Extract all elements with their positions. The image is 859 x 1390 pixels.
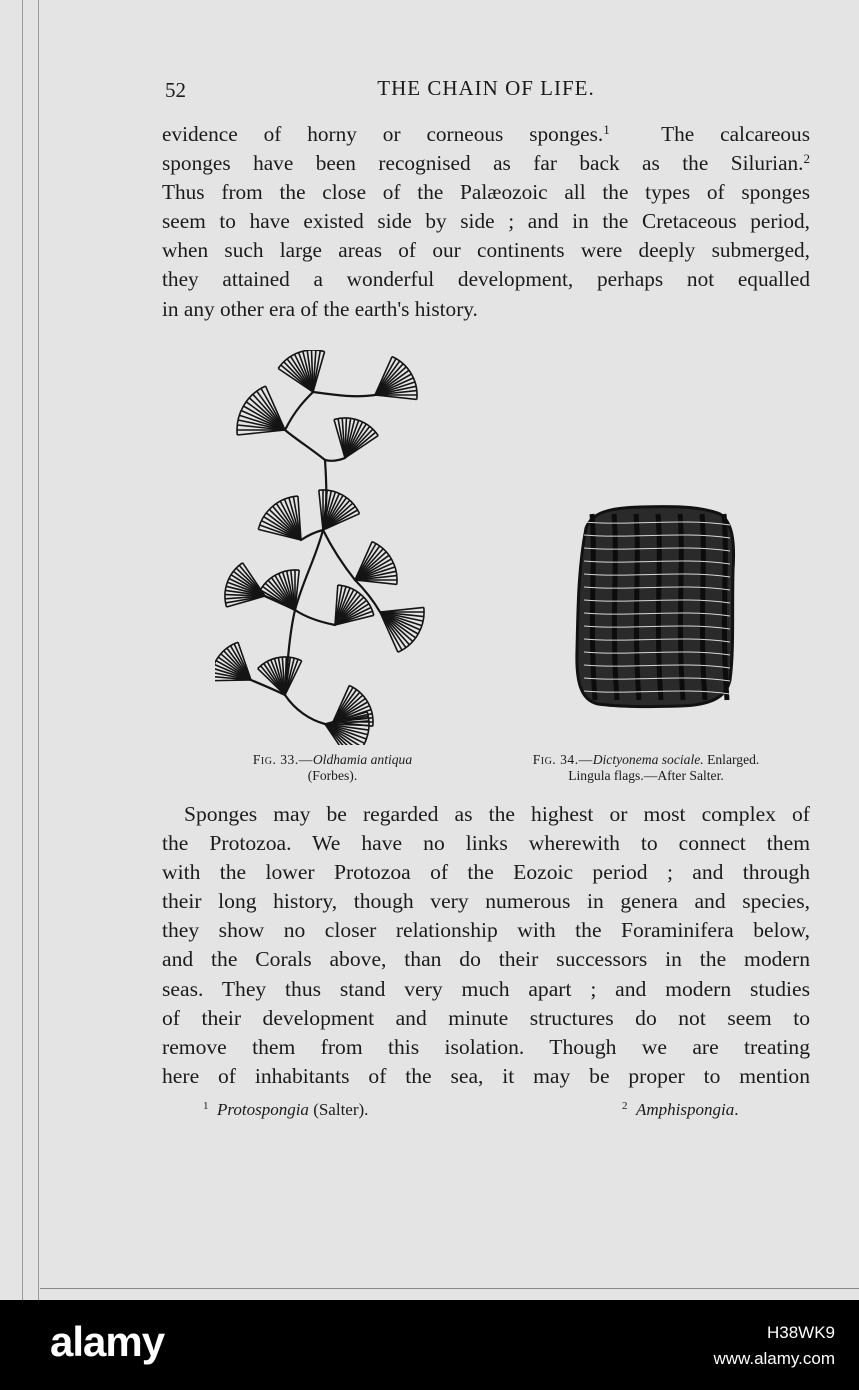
text-line: they show no closer relationship with the Foraminifera below, (162, 918, 810, 943)
text-line: seem to have existed side by side ; and in the Cretaceous period, (162, 209, 810, 234)
text-line: evidence of horny or corneous sponges.$^1$ The calcareous (162, 122, 810, 146)
text-line: their long history, though very numerous in genera and species, (162, 889, 810, 914)
oldhamia-illustration (215, 350, 445, 745)
watermark-logo: alamy (50, 1318, 165, 1365)
text-line: they attained a wonderful development, perhaps not equalled (162, 267, 810, 292)
text-line: seas. They thus stand very much apart ; and modern studies (162, 976, 810, 1001)
image-id: H38WK9 (766, 1323, 835, 1342)
page-edge-line (38, 0, 39, 1300)
watermark-site: www.alamy.com (713, 1349, 835, 1368)
text-line: when such large areas of our continents were deeply submerged, (162, 238, 810, 263)
page-bottom-edge (40, 1288, 859, 1289)
figure-33-caption: Fig. 33.—Oldhamia antiqua (Forbes). (252, 752, 413, 783)
text-line: in any other era of the earth's history. (162, 296, 478, 321)
paragraph-1 (162, 120, 810, 324)
running-title: THE CHAIN OF LIFE. (377, 76, 595, 100)
page-number: 52 (165, 78, 186, 102)
text-line: Thus from the close of the Palæozoic all the types of sponges (162, 180, 810, 205)
dictyonema-illustration (570, 500, 740, 712)
footnote-2: $^2$ Amphispongia. (622, 1100, 739, 1119)
text-line: with the lower Protozoa of the Eozoic period ; and through (162, 860, 810, 885)
text-line: the Protozoa. We have no links wherewith to connect them (162, 831, 810, 856)
text-line: sponges have been recognised as far back as the Silurian.$^2$ (162, 151, 810, 176)
figure-34-caption: Fig. 34.—Dictyonema sociale. Enlarged. Lingula flags.—After Salter. (532, 752, 760, 783)
text-line: and the Corals above, than do their successors in the modern (162, 947, 810, 972)
footnote-1: $^1$ Protospongia (Salter). (203, 1100, 369, 1119)
text-line: remove them from this isolation. Though we are treating (162, 1034, 810, 1059)
page-header (162, 76, 810, 106)
text-line: here of inhabitants of the sea, it may be proper to mention (162, 1063, 810, 1088)
page-edge-line (22, 0, 23, 1300)
text-line: of their development and minute structures do not seem to (162, 1005, 810, 1030)
paragraph-2 (162, 800, 810, 1091)
text-line: Sponges may be regarded as the highest or most complex of (184, 802, 810, 826)
